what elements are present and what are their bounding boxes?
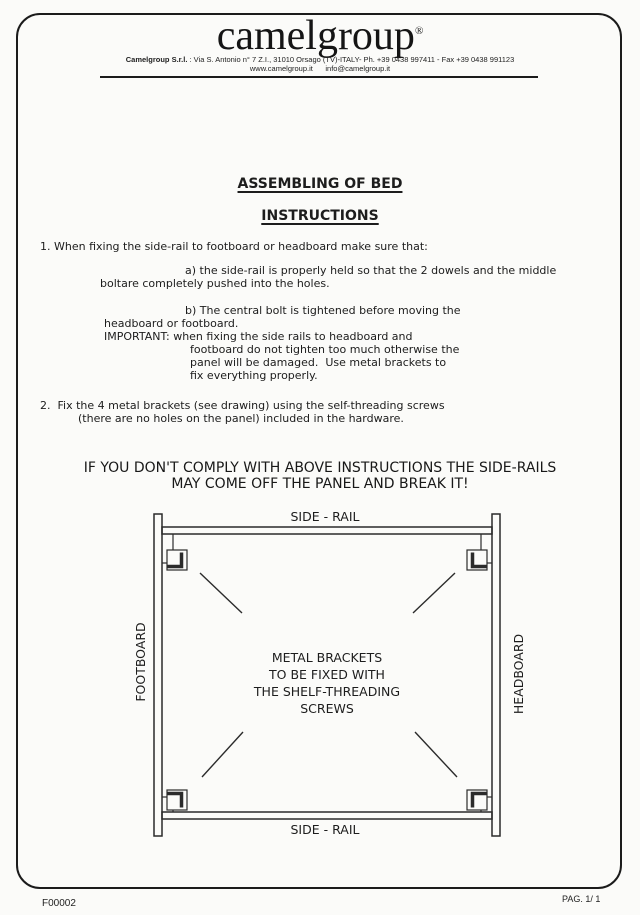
bracket-thick-l <box>168 553 182 567</box>
top-side-rail-label: SIDE - RAIL <box>290 509 360 524</box>
instruction-1a-line-1: a) the side-rail is properly held so that the 2 dowels and the middle <box>185 264 557 277</box>
company-email: info@camelgroup.it <box>325 64 391 73</box>
center-annotation-line-4: SCREWS <box>300 701 354 716</box>
important-note-line-2: footboard do not tighten too much otherwise the <box>190 343 460 356</box>
company-logo <box>0 8 640 59</box>
important-note-line-3: panel will be damaged. Use metal brackets to <box>190 356 447 369</box>
page-number: PAG. 1/ 1 <box>562 894 601 904</box>
instruction-item-1: 1. When fixing the side-rail to footboard or headboard make sure that: <box>40 240 428 253</box>
center-annotation <box>253 650 400 716</box>
footboard-bar <box>154 514 162 836</box>
header-divider <box>100 76 538 78</box>
important-note-line-1: IMPORTANT: when fixing the side rails to headboard and <box>104 330 413 343</box>
company-address-line <box>0 55 640 64</box>
form-code: F00002 <box>42 898 76 909</box>
company-contact-line <box>0 64 640 73</box>
pointer-line-bottom-left <box>202 732 243 777</box>
document-subtitle-text: INSTRUCTIONS <box>261 208 379 224</box>
footboard-label: FOOTBOARD <box>133 622 148 702</box>
document-title <box>0 176 640 192</box>
warning-line-2: MAY COME OFF THE PANEL AND BREAK IT! <box>171 476 469 492</box>
metal-bracket-top-left <box>162 534 187 570</box>
company-name: Camelgroup S.r.l. <box>125 55 188 64</box>
company-website: www.camelgroup.it <box>249 64 313 73</box>
headboard-label: HEADBOARD <box>511 633 526 715</box>
bracket-thick-l <box>168 794 182 808</box>
metal-bracket-top-right <box>467 534 492 570</box>
headboard-bar <box>492 514 500 836</box>
metal-bracket-bottom-right <box>467 790 492 813</box>
metal-bracket-bottom-left <box>162 790 187 813</box>
instruction-item-2-line-1: 2. Fix the 4 metal brackets (see drawing) using the self-threading screws <box>40 399 445 412</box>
instruction-1b-line-2: headboard or footboard. <box>104 317 239 330</box>
pointer-line-top-left <box>200 573 242 613</box>
instruction-item-2-line-2: (there are no holes on the panel) included in the hardware. <box>78 412 404 425</box>
registered-trademark-symbol: ® <box>414 25 424 37</box>
center-annotation-line-1: METAL BRACKETS <box>271 650 383 665</box>
instruction-1b-line-1: b) The central bolt is tightened before moving the <box>185 304 461 317</box>
center-annotation-line-3: THE SHELF-THREADING <box>253 684 401 699</box>
bracket-thick-l <box>473 794 487 808</box>
pointer-line-top-right <box>413 573 455 613</box>
contact-spacer <box>313 64 326 73</box>
company-address-details: : Via S. Antonio n° 7 Z.I., 31010 Orsago (TV)-ITALY- Ph. +39 0438 997411 - Fax +39 0438 991123 <box>187 55 515 64</box>
top-side-rail <box>162 527 492 534</box>
company-logo-text: camelgroup <box>216 13 415 59</box>
warning-line-1: IF YOU DON'T COMPLY WITH ABOVE INSTRUCTIONS THE SIDE-RAILS <box>83 460 557 476</box>
instruction-1a-line-2: boltare completely pushed into the holes. <box>100 277 330 290</box>
bracket-thick-l <box>473 553 487 567</box>
document-title-text: ASSEMBLING OF BED <box>237 176 403 192</box>
bottom-side-rail <box>162 812 492 819</box>
bed-frame-diagram <box>115 500 535 865</box>
bottom-side-rail-label: SIDE - RAIL <box>290 822 360 837</box>
document-subtitle <box>0 208 640 224</box>
important-note-line-4: fix everything properly. <box>190 369 318 382</box>
center-annotation-line-2: TO BE FIXED WITH <box>269 667 385 682</box>
pointer-line-bottom-right <box>415 732 457 777</box>
